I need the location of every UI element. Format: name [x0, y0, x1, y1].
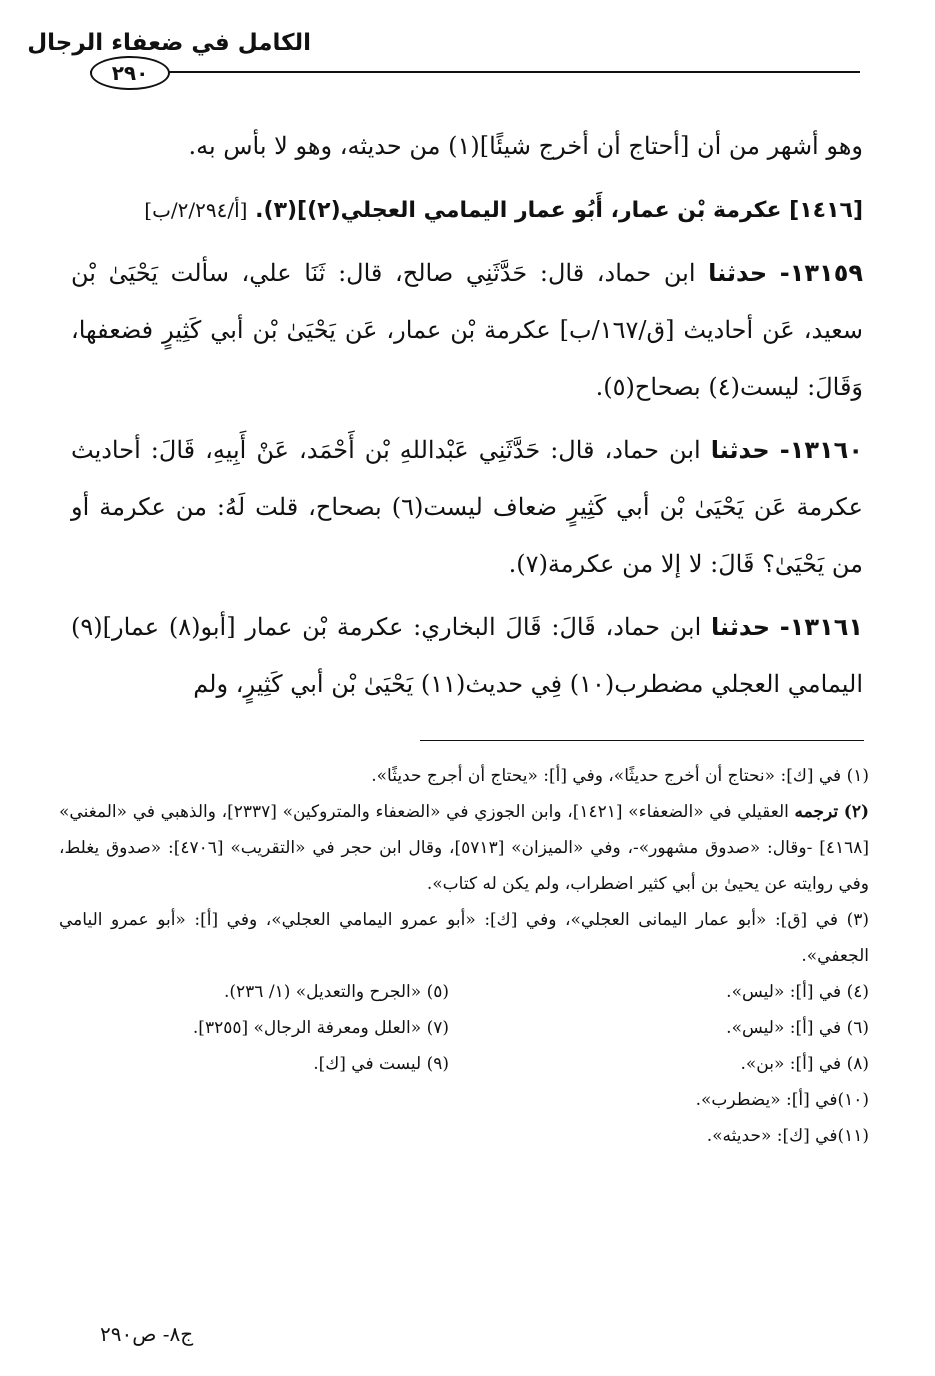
paragraph-intro: وهو أشهر من أن [أحتاج أن أخرج شيئًا](١) من حديثه، وهو لا بأس به. [188, 132, 863, 160]
hadith-13159 [71, 245, 863, 416]
footnote-1: (١) في [ك]: «نحتاج أن أخرج حديثًا»، وفي [أ]: «يحتاج أن أجرج حديثًا». [371, 766, 869, 786]
footnote-separator [420, 740, 864, 741]
main-text [71, 118, 863, 719]
hadith-lead-word: حدثنا [710, 436, 770, 464]
footnote-5: (٥) «الجرح والتعديل» (١/ ٢٣٦). [224, 982, 449, 1002]
entry-heading-line [71, 181, 863, 239]
footnote-2 [59, 794, 869, 902]
hadith-number: ١٣١٦١- [779, 613, 864, 641]
footnote-text: العقيلي في «الضعفاء» [١٤٢١]، وابن الجوزي في «الضعفاء والمتروكين» [٢٣٣٧]، والذهبي في «المغني» [٤١٦٨] -وقال: «صدوق مشهور»-، وفي «الميزان» [٥٧١٣]، وقال ابن حجر في «التقريب» [٤٧٠٦]: «صدوق يغلط، وفي روايته عن يحيىٰ بن أبي كثير اضطراب، ولم يكن له كتاب». [59, 802, 870, 894]
hadith-number: ١٣١٥٩- [779, 259, 863, 287]
entry-manuscript-ref: [أ/٢/٢٩٤/ب] [144, 198, 248, 222]
hadith-text: ابن حماد، قَالَ: قَالَ البخاري: عكرمة بْن عمار [أبو(٨) عمار](٩) اليمامي العجلي مضطرب(١٠) فِي حديث(١١) يَحْيَىٰ بْن أبي كَثِيرٍ، ولم [71, 613, 863, 698]
hadith-lead-word: حدثنا [711, 613, 771, 641]
footnotes [59, 758, 869, 1154]
hadith-text: ابن حماد، قال: حَدَّثَنِي صالح، قال: ثَنَا علي، سألت يَحْيَىٰ بْن سعيد، عَن أحاديث [ق/١٦٧/ب] عكرمة بْن عمار، عَن يَحْيَىٰ بْن أبي كَثِيرٍ فضعفها، وَقَالَ: ليست(٤) بصحاح(٥). [71, 259, 863, 401]
footnote-4: (٤) في [أ]: «ليس». [726, 982, 869, 1002]
folio-reference: ج٨- ص٢٩٠ [100, 1322, 194, 1346]
hadith-13160 [71, 422, 863, 593]
header-rule [90, 71, 860, 73]
footnote-7: (٧) «العلل ومعرفة الرجال» [٣٢٥٥]. [192, 1018, 449, 1038]
hadith-13161 [71, 599, 863, 713]
footnote-10: (١٠)في [أ]: «يضطرب». [695, 1090, 869, 1110]
footnote-11: (١١)في [ك]: «حديثه». [706, 1126, 869, 1146]
page-number-badge: ٢٩٠ [90, 56, 170, 90]
footnote-grid [59, 974, 869, 1154]
running-header-title: الكامل في ضعفاء الرجال [27, 30, 311, 56]
footnote-9: (٩) ليست في [ك]. [313, 1054, 449, 1074]
footnote-6: (٦) في [أ]: «ليس». [726, 1018, 869, 1038]
hadith-lead-word: حدثنا [708, 259, 768, 287]
entry-heading: [١٤١٦] عكرمة بْن عمار، أَبُو عمار اليمامي العجلي(٢)](٣). [255, 198, 863, 223]
footnote-number: (٢) [843, 802, 869, 822]
hadith-number: ١٣١٦٠- [779, 436, 863, 464]
footnote-lead-word: ترجمه [794, 802, 839, 822]
hadith-text: ابن حماد، قال: حَدَّثَنِي عَبْداللهِ بْن أَحْمَد، عَنْ أَبِيهِ، قَالَ: أحاديث عكرمة عَن يَحْيَىٰ بْن أبي كَثِيرٍ ضعاف ليست(٦) بصحاح، قلت لَهُ: من عكرمة أو من يَحْيَىٰ؟ قَالَ: لا إلا من عكرمة(٧). [71, 436, 864, 578]
footnote-8: (٨) في [أ]: «بن». [740, 1054, 869, 1074]
footnote-3: (٣) في [ق]: «أبو عمار اليمانى العجلي»، وفي [ك]: «أبو عمرو اليمامي العجلي»، وفي [أ]: «أبو عمرو اليامي الجعفي». [59, 910, 869, 966]
footnote-empty-cell [59, 1082, 449, 1118]
